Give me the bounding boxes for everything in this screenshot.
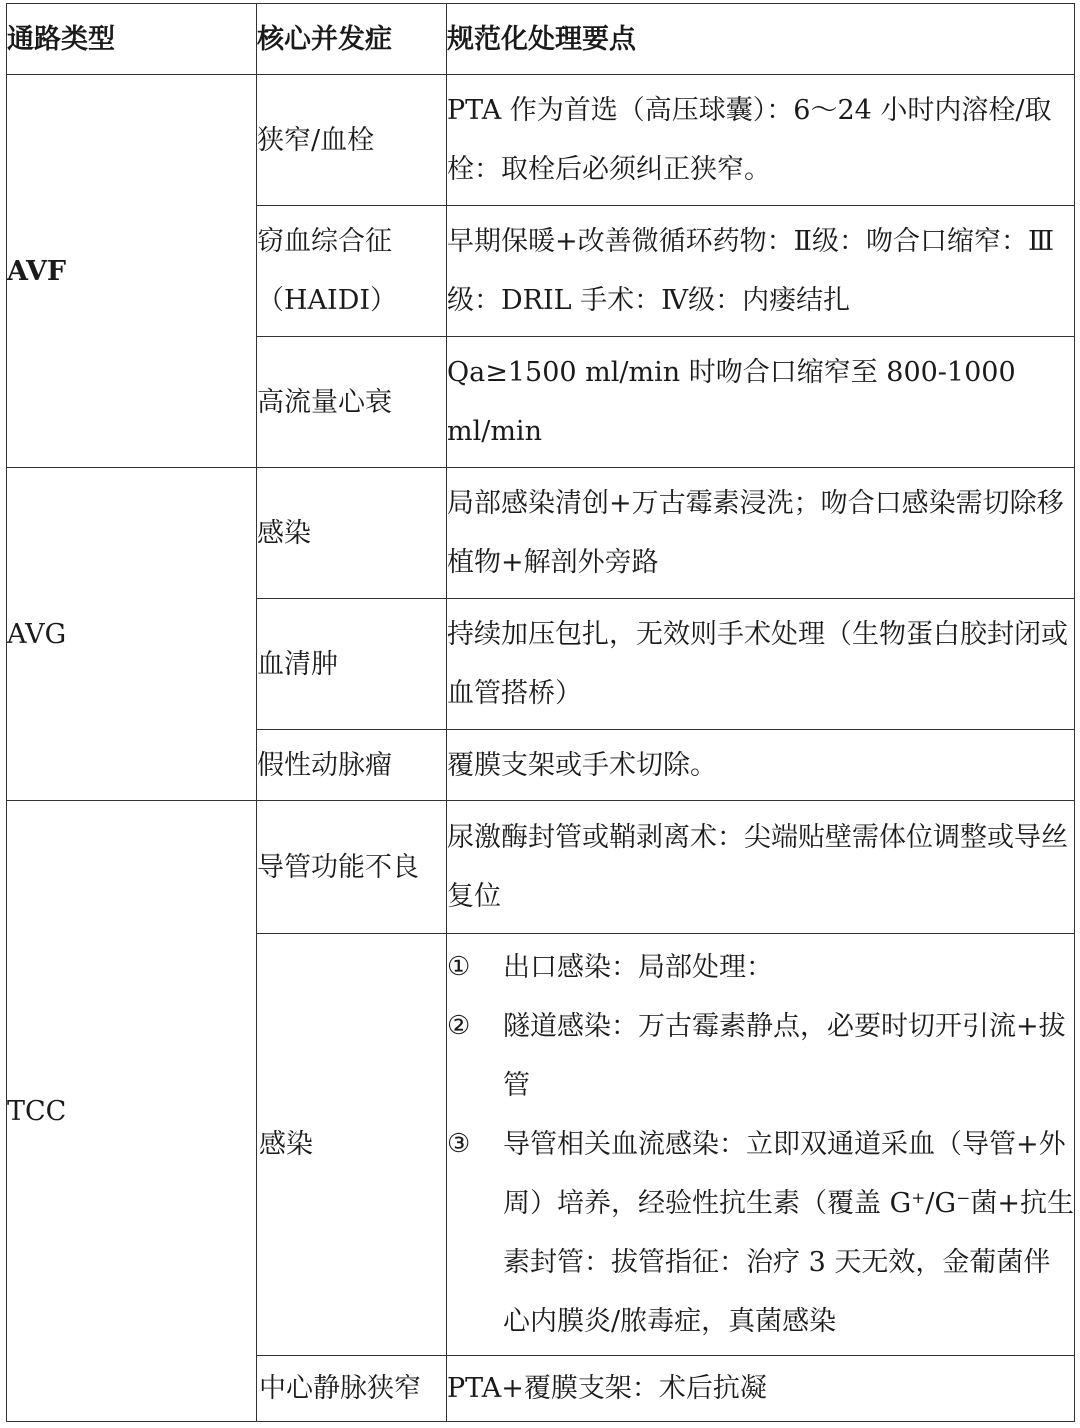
treatment-cell: PTA+覆膜支架：术后抗凝	[447, 1356, 1075, 1422]
complication-cell: 中心静脉狭窄	[257, 1356, 447, 1422]
treatment-cell: Qa≥1500 ml/min 时吻合口缩窄至 800-1000 ml/min	[447, 337, 1075, 468]
access-type-avf: AVF	[7, 75, 257, 468]
treatment-cell: 覆膜支架或手术切除。	[447, 730, 1075, 801]
complication-cell: 导管功能不良	[257, 801, 447, 934]
header-complication: 核心并发症	[257, 4, 447, 75]
access-type-avg: AVG	[7, 468, 257, 801]
item-number: ①	[447, 952, 471, 982]
complication-cell: 高流量心衰	[257, 337, 447, 468]
complication-cell: 血清肿	[257, 599, 447, 730]
item-number: ③	[447, 1129, 471, 1159]
list-item	[447, 938, 1074, 997]
complication-cell: 窃血综合征（HAIDI）	[257, 206, 447, 337]
table-row	[7, 801, 1075, 934]
table-row	[7, 75, 1075, 206]
item-text: 导管相关血流感染：立即双通道采血（导管+外周）培养，经验性抗生素（覆盖 G⁺/G⁻菌+抗生素封管：拔管指征：治疗 3 天无效，金葡菌伴心内膜炎/脓毒症，真菌感染	[503, 1129, 1074, 1337]
header-row	[7, 4, 1075, 75]
treatment-cell: 持续加压包扎，无效则手术处理（生物蛋白胶封闭或血管搭桥）	[447, 599, 1075, 730]
treatment-list	[447, 934, 1075, 1356]
complication-cell: 感染	[257, 468, 447, 599]
complication-cell: 感染	[257, 934, 447, 1356]
item-text: 出口感染：局部处理：	[503, 952, 773, 983]
complication-cell: 狭窄/血栓	[257, 75, 447, 206]
treatment-cell: 局部感染清创+万古霉素浸洗；吻合口感染需切除移植物+解剖外旁路	[447, 468, 1075, 599]
item-number: ②	[447, 1011, 471, 1041]
header-treatment: 规范化处理要点	[447, 4, 1075, 75]
list-item	[447, 1115, 1074, 1351]
complication-table	[6, 3, 1075, 1422]
item-text: 隧道感染：万古霉素静点，必要时切开引流+拔管	[503, 1011, 1066, 1101]
treatment-cell: 早期保暖+改善微循环药物：Ⅱ级：吻合口缩窄：Ⅲ级：DRIL 手术：Ⅳ级：内瘘结扎	[447, 206, 1075, 337]
treatment-cell: PTA 作为首选（高压球囊）：6～24 小时内溶栓/取栓：取栓后必须纠正狭窄。	[447, 75, 1075, 206]
header-access-type: 通路类型	[7, 4, 257, 75]
table-row	[7, 468, 1075, 599]
access-type-tcc: TCC	[7, 801, 257, 1422]
list-item	[447, 997, 1074, 1115]
complication-cell: 假性动脉瘤	[257, 730, 447, 801]
treatment-cell: 尿激酶封管或鞘剥离术：尖端贴壁需体位调整或导丝复位	[447, 801, 1075, 934]
